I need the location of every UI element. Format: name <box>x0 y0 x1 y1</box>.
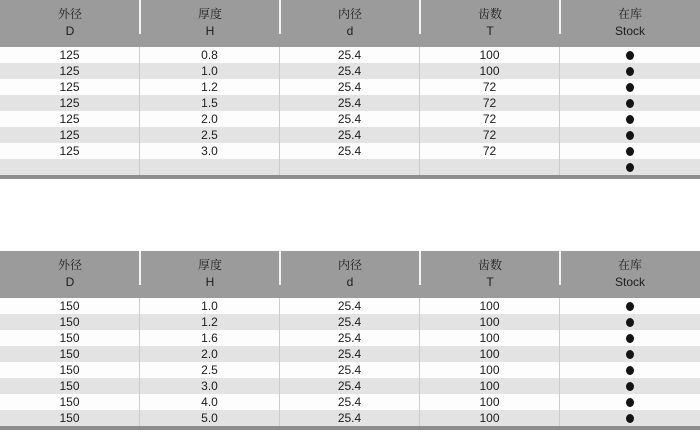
cell-outer: 150 <box>0 362 140 378</box>
header-label-cn: 内径 <box>337 7 362 21</box>
cell-outer: 125 <box>0 95 140 111</box>
header-label-en: T <box>486 24 494 38</box>
cell-inner: 25.4 <box>280 362 420 378</box>
cell-teeth: 100 <box>420 330 560 346</box>
in-stock-dot-icon <box>626 398 634 407</box>
cell-stock <box>560 346 700 362</box>
cell-inner <box>280 159 420 175</box>
header-cell-thickness <box>140 251 280 298</box>
header-label-cn: 厚度 <box>197 258 222 272</box>
cell-thickness: 1.5 <box>140 95 280 111</box>
table-row <box>0 314 700 330</box>
in-stock-dot-icon <box>626 131 634 140</box>
table-row <box>0 95 700 111</box>
cell-inner: 25.4 <box>280 95 420 111</box>
header-cell-teeth <box>420 0 560 47</box>
table-bottom-rule <box>0 175 700 179</box>
table-row <box>0 111 700 127</box>
table-body <box>0 298 700 426</box>
cell-stock <box>560 410 700 426</box>
header-label-cn: 厚度 <box>197 7 222 21</box>
header-cell-stock <box>560 0 700 47</box>
cell-thickness: 3.0 <box>140 143 280 159</box>
cell-thickness: 1.6 <box>140 330 280 346</box>
header-label-en: d <box>346 24 354 38</box>
cell-stock <box>560 159 700 175</box>
table-row <box>0 378 700 394</box>
table-header <box>0 0 700 47</box>
header-label-en: H <box>205 275 215 289</box>
header-cell-teeth <box>420 251 560 298</box>
cell-teeth: 100 <box>420 346 560 362</box>
in-stock-dot-icon <box>626 382 634 391</box>
cell-stock <box>560 143 700 159</box>
cell-teeth: 100 <box>420 410 560 426</box>
header-label-en: D <box>65 24 75 38</box>
in-stock-dot-icon <box>626 366 634 375</box>
cell-outer <box>0 159 140 175</box>
cell-outer: 125 <box>0 111 140 127</box>
cell-outer: 150 <box>0 394 140 410</box>
header-label-cn: 内径 <box>337 258 362 272</box>
header-label-en: D <box>65 275 75 289</box>
table-body <box>0 47 700 175</box>
in-stock-dot-icon <box>626 147 634 156</box>
cell-teeth: 72 <box>420 143 560 159</box>
cell-stock <box>560 314 700 330</box>
cell-stock <box>560 362 700 378</box>
cell-inner: 25.4 <box>280 63 420 79</box>
cell-outer: 150 <box>0 346 140 362</box>
table-row <box>0 298 700 314</box>
table-row <box>0 47 700 63</box>
cell-inner: 25.4 <box>280 378 420 394</box>
cell-stock <box>560 47 700 63</box>
header-label-cn: 外径 <box>57 258 82 272</box>
cell-inner: 25.4 <box>280 394 420 410</box>
header-label-en: T <box>486 275 494 289</box>
cell-inner: 25.4 <box>280 410 420 426</box>
table-row <box>0 159 700 175</box>
spec-table-125 <box>0 0 700 179</box>
table-bottom-rule <box>0 426 700 430</box>
header-label-cn: 外径 <box>57 7 82 21</box>
cell-teeth: 72 <box>420 127 560 143</box>
cell-stock <box>560 394 700 410</box>
cell-outer: 125 <box>0 63 140 79</box>
cell-teeth: 100 <box>420 314 560 330</box>
table-header <box>0 251 700 298</box>
table-row <box>0 346 700 362</box>
table-row <box>0 127 700 143</box>
cell-thickness: 0.8 <box>140 47 280 63</box>
cell-outer: 125 <box>0 127 140 143</box>
header-label-en: H <box>205 24 215 38</box>
cell-outer: 150 <box>0 298 140 314</box>
cell-inner: 25.4 <box>280 79 420 95</box>
cell-thickness: 4.0 <box>140 394 280 410</box>
header-label-cn: 在库 <box>617 258 642 272</box>
cell-stock <box>560 378 700 394</box>
in-stock-dot-icon <box>626 334 634 343</box>
cell-teeth: 100 <box>420 298 560 314</box>
table-row <box>0 143 700 159</box>
cell-inner: 25.4 <box>280 330 420 346</box>
cell-outer: 150 <box>0 314 140 330</box>
cell-inner: 25.4 <box>280 111 420 127</box>
header-cell-inner-diameter <box>280 251 420 298</box>
cell-outer: 150 <box>0 378 140 394</box>
header-cell-outer-diameter <box>0 0 140 47</box>
cell-teeth: 72 <box>420 79 560 95</box>
cell-thickness: 1.0 <box>140 298 280 314</box>
cell-inner: 25.4 <box>280 314 420 330</box>
table-row <box>0 79 700 95</box>
cell-inner: 25.4 <box>280 127 420 143</box>
header-cell-stock <box>560 251 700 298</box>
cell-teeth: 100 <box>420 378 560 394</box>
cell-thickness: 3.0 <box>140 378 280 394</box>
cell-outer: 125 <box>0 79 140 95</box>
cell-teeth: 100 <box>420 47 560 63</box>
cell-thickness: 1.2 <box>140 79 280 95</box>
header-label-cn: 齿数 <box>477 7 502 21</box>
cell-teeth: 100 <box>420 394 560 410</box>
cell-thickness: 2.5 <box>140 127 280 143</box>
in-stock-dot-icon <box>626 67 634 76</box>
cell-stock <box>560 111 700 127</box>
cell-stock <box>560 298 700 314</box>
cell-thickness: 2.0 <box>140 346 280 362</box>
cell-thickness: 2.5 <box>140 362 280 378</box>
cell-teeth: 72 <box>420 95 560 111</box>
header-label-en: Stock <box>614 24 645 38</box>
cell-stock <box>560 63 700 79</box>
cell-stock <box>560 330 700 346</box>
cell-teeth: 100 <box>420 63 560 79</box>
cell-stock <box>560 79 700 95</box>
table-row <box>0 394 700 410</box>
cell-inner: 25.4 <box>280 47 420 63</box>
cell-outer: 125 <box>0 47 140 63</box>
in-stock-dot-icon <box>626 99 634 108</box>
table-row <box>0 410 700 426</box>
table-row <box>0 362 700 378</box>
cell-thickness <box>140 159 280 175</box>
table-row <box>0 63 700 79</box>
in-stock-dot-icon <box>626 414 634 423</box>
cell-teeth: 72 <box>420 111 560 127</box>
header-label-en: d <box>346 275 354 289</box>
in-stock-dot-icon <box>626 115 634 124</box>
spec-table-150 <box>0 251 700 430</box>
in-stock-dot-icon <box>626 302 634 311</box>
cell-thickness: 2.0 <box>140 111 280 127</box>
cell-teeth: 100 <box>420 362 560 378</box>
cell-teeth <box>420 159 560 175</box>
cell-inner: 25.4 <box>280 346 420 362</box>
header-label-cn: 齿数 <box>477 258 502 272</box>
cell-stock <box>560 127 700 143</box>
header-label-cn: 在库 <box>617 7 642 21</box>
table-row <box>0 330 700 346</box>
cell-stock <box>560 95 700 111</box>
in-stock-dot-icon <box>626 350 634 359</box>
cell-thickness: 1.2 <box>140 314 280 330</box>
in-stock-dot-icon <box>626 163 634 172</box>
cell-outer: 125 <box>0 143 140 159</box>
cell-inner: 25.4 <box>280 143 420 159</box>
header-label-en: Stock <box>614 275 645 289</box>
cell-thickness: 1.0 <box>140 63 280 79</box>
in-stock-dot-icon <box>626 83 634 92</box>
cell-thickness: 5.0 <box>140 410 280 426</box>
cell-inner: 25.4 <box>280 298 420 314</box>
cell-outer: 150 <box>0 330 140 346</box>
in-stock-dot-icon <box>626 51 634 60</box>
in-stock-dot-icon <box>626 318 634 327</box>
header-cell-inner-diameter <box>280 0 420 47</box>
cell-outer: 150 <box>0 410 140 426</box>
header-cell-outer-diameter <box>0 251 140 298</box>
header-cell-thickness <box>140 0 280 47</box>
